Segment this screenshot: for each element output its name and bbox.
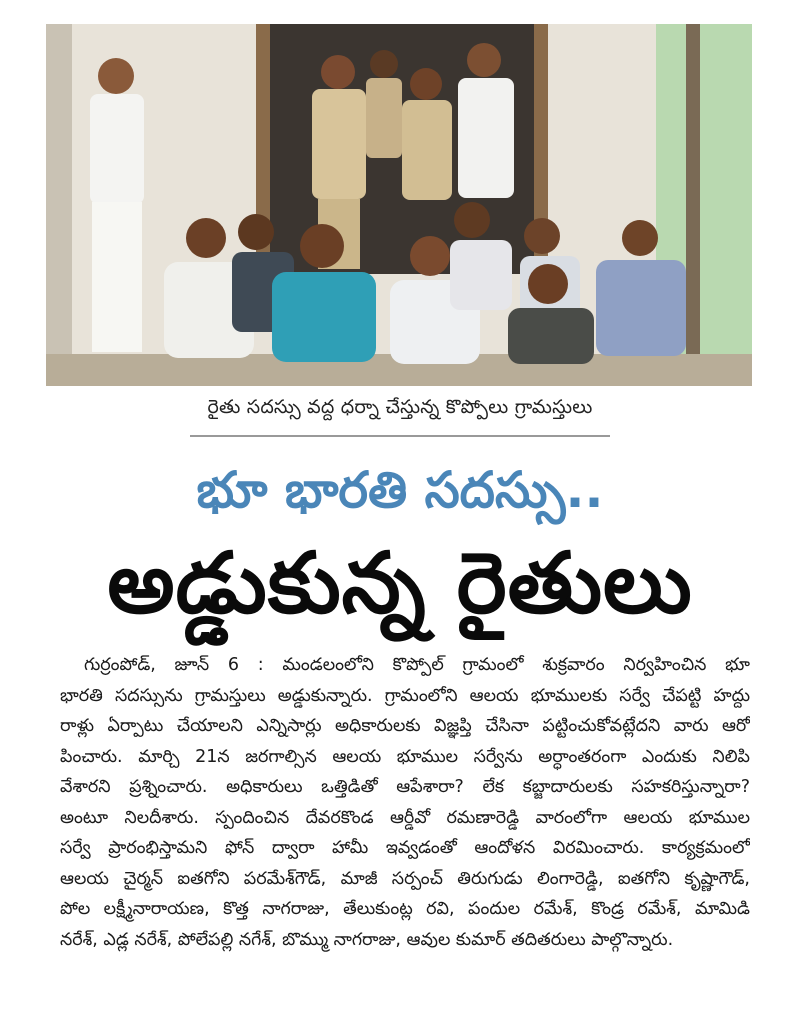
news-photo	[46, 24, 752, 386]
article-line: పించారు. మార్చి 21న జరగాల్సిన ఆలయ భూముల సర్వేను అర్ధాంతరంగా ఎందుకు నిలిపి	[60, 746, 750, 767]
kicker-headline: భూ భారతి సదస్సు..	[196, 461, 604, 519]
main-headline: అడ్డుకున్న రైతులు	[107, 534, 693, 632]
article-line: పోల లక్ష్మీనారాయణ, కొత్త నాగరాజు, తేలుకుంట్ల రవి, పందుల రమేశ్, కొండ్ర రమేశ్, మామిడి	[60, 899, 750, 919]
article-body	[60, 650, 750, 955]
article-line: గుర్రంపోడ్, జూన్ 6 : మండలంలోని కొప్పోల్ గ్రామంలో శుక్రవారం నిర్వహించిన భూ	[84, 655, 750, 675]
photo-caption: రైతు సదస్సు వద్ద ధర్నా చేస్తున్న కొప్పోలు గ్రామస్తులు	[207, 396, 593, 418]
article-line: ఆలయ చైర్మన్ ఐతగోని పరమేశ్‌గౌడ్, మాజీ సర్పంచ్ తిరుగుడు లింగారెడ్డి, ఐతగోని కృష్ణాగౌడ్,	[60, 868, 750, 889]
article-line: రాళ్లు ఏర్పాటు చేయాలని ఎన్నిసార్లు అధికారులకు విజ్ఞప్తి చేసినా పట్టించుకోవట్లేదని వారు ఆరో	[60, 716, 750, 736]
article-line: వేశారని ప్రశ్నించారు. అధికారులు ఒత్తిడితో ఆపేశారా? లేక కబ్జాదారులకు సహకరిస్తున్నారా?	[60, 777, 750, 797]
article-line: అంటూ నిలదీశారు. స్పందించిన దేవరకొండ ఆర్డీవో రమణారెడ్డి వారంలోగా ఆలయ భూముల	[60, 807, 750, 828]
photo-of-protesting-villagers-icon	[46, 24, 752, 386]
article-line: భారతి సదస్సును గ్రామస్తులు అడ్డుకున్నారు. గ్రామంలోని ఆలయ భూములకు సర్వే చేపట్టి హద్దు	[60, 685, 750, 706]
article-line: నరేశ్, ఎడ్ల నరేశ్, పోలేపల్లి నగేశ్, బొమ్ము నాగరాజు, ఆవుల కుమార్ తదితరులు పాల్గొన్నారు.	[60, 929, 674, 950]
article-line: సర్వే ప్రారంభిస్తామని ఫోన్ ద్వారా హామీ ఇవ్వడంతో ఆందోళన విరమించారు. కార్యక్రమంలో	[60, 838, 750, 858]
caption-divider	[190, 435, 610, 437]
